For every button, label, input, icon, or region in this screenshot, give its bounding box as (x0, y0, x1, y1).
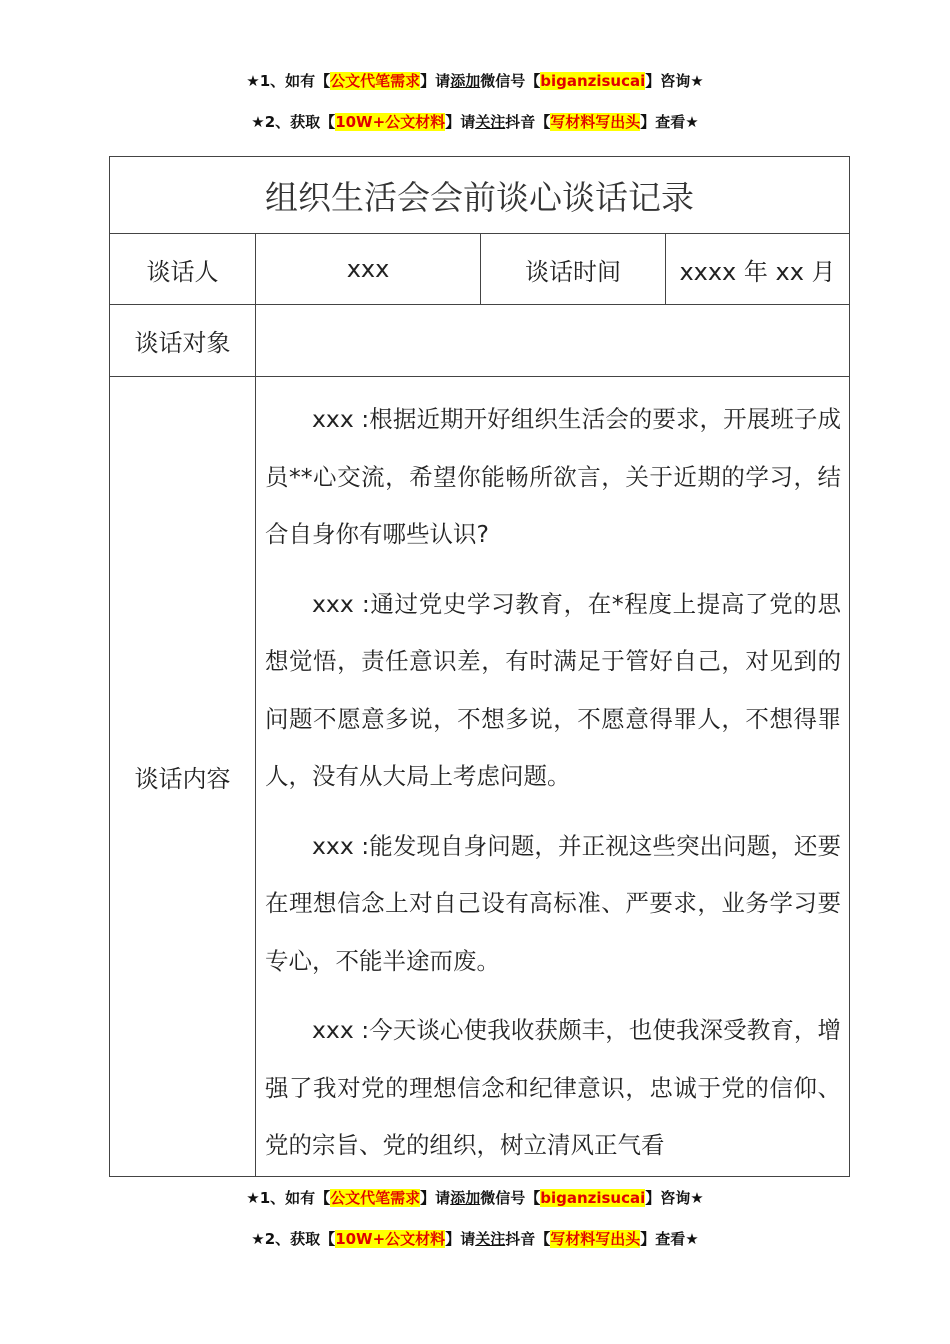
underlined-text: 关注 (475, 113, 506, 131)
time-value: xxxx 年 xx 月 (665, 233, 850, 305)
highlight-text: 公文代笔需求 (330, 1189, 421, 1207)
highlight-text: 10W+公文材料 (335, 1230, 446, 1248)
form-title: 组织生活会会前谈心谈话记录 (109, 156, 850, 234)
paragraph: xxx :能发现自身问题，并正视这些突出问题，还要在理想信念上对自己设有高标准、严要求，业务学习要专心，不能半途而废。 (265, 831, 841, 975)
highlight-text: 公文代笔需求 (330, 72, 421, 90)
promo-banner-bottom-2: ★2、获取【10W+公文材料】请关注抖音【写材料写出头】查看★ (251, 1230, 699, 1248)
promo-banner-top-2: ★2、获取【10W+公文材料】请关注抖音【写材料写出头】查看★ (251, 113, 699, 131)
content-body (255, 376, 850, 1177)
underlined-text: 添加 (450, 72, 481, 90)
promo-banner-bottom-1: ★1、如有【公文代笔需求】请添加微信号【biganzisucai】咨询★ (246, 1189, 704, 1207)
underlined-text: 添加 (450, 1189, 481, 1207)
paragraph: xxx :通过党史学习教育，在*程度上提高了党的思想觉悟，责任意识差，有时满足于管好自己，对见到的问题不愿意多说，不想多说，不愿意得罪人，不想得罪人，没有从大局上考虑问题。 (265, 589, 841, 790)
underlined-text: 关注 (475, 1230, 506, 1248)
time-label: 谈话时间 (480, 233, 666, 305)
douyin-account: 写材料写出头 (550, 1230, 641, 1248)
paragraph: xxx :根据近期开好组织生活会的要求，开展班子成员**心交流，希望你能畅所欲言，关于近期的学习，结合自身你有哪些认识? (265, 405, 841, 548)
talker-label: 谈话人 (109, 233, 256, 305)
target-value (255, 304, 850, 377)
wechat-id: biganzisucai (540, 1189, 646, 1207)
conversation-record-form (109, 156, 850, 1177)
talker-value: xxx (255, 233, 481, 305)
wechat-id: biganzisucai (540, 72, 646, 90)
target-label: 谈话对象 (109, 304, 256, 377)
highlight-text: 10W+公文材料 (335, 113, 446, 131)
promo-banner-top-1: ★1、如有【公文代笔需求】请添加微信号【biganzisucai】咨询★ (246, 72, 704, 90)
douyin-account: 写材料写出头 (550, 113, 641, 131)
content-label: 谈话内容 (109, 376, 256, 1177)
paragraph: xxx :今天谈心使我收获颇丰，也使我深受教育，增强了我对党的理想信念和纪律意识，忠诚于党的信仰、党的宗旨、党的组织，树立清风正气看 (265, 1016, 841, 1159)
